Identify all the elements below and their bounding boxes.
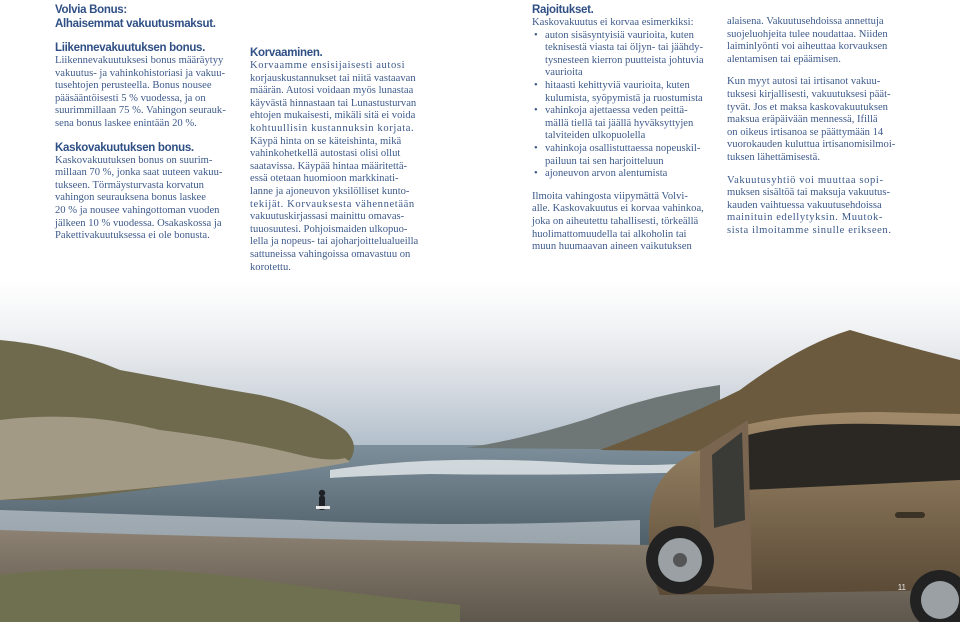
traffic-bonus-text: Liikennevakuutuksesi bonus määräytyy vakuutus- ja vahinkohistoriasi ja vakuu- tusehtojen perusteella. Bonus nousee pääsääntöisesti 5 % vuodessa, ja on suurimmillaan 75 %. Vahingon seurauk- sena bonus laskee enintään 20 %. [55, 55, 226, 129]
list-item: • auton sisäsyntyisiä vaurioita, kuten teknisestä viasta tai öljyn- tai jäähdy- tysnesteen kierron puutteista johtuvia vaurioita [532, 30, 722, 80]
protection-text: alaisena. Vakuutusehdoissa annettuja suojeluohjeita tulee noudattaa. Niiden laiminlyönti voi aiheuttaa korvauksen alentamisen tai epäämisen. [727, 16, 888, 65]
restrictions-intro: Kaskovakuutus ei korvaa esimerkiksi: [532, 17, 694, 28]
doc-title: Volvia Bonus: [55, 4, 127, 16]
restrictions-list [532, 30, 722, 181]
list-item: • ajoneuvon arvon alentumista [532, 168, 722, 181]
casco-bonus-text: Kaskovakuutuksen bonus on suurim- millaan 70 %, jonka saat uuteen vakuu- tukseen. Törmäysturvasta korvatun vahingon seurauksena bonus laskee 20 % ja nousee vahingottoman vuoden jälkeen 10 % vuodessa. Osakaskossa ja Pakettivakuutuksessa ei ole bonusta. [55, 154, 223, 242]
list-item: • vahinkoja ajettaessa veden peittä- mällä tiellä tai jäällä hyväksyttyjen talviteiden ulkopuolella [532, 105, 722, 143]
compensation-text: Korvaamme ensisijaisesti autosi korjauskustannukset tai niitä vastaavan määrän. Autosi voidaan myös lunastaa käyvästä hinnastaan tai Lunastusturvan ehtojen mukaisesti, mikäli sitä ei voida kohtuullisin kustannuksin korjata. Käypä hinta on se käteishinta, mikä vahinkohetkellä autostasi olisi ollut saatavissa. Käypää hintaa määritettä- essä otetaan huomioon markkinati- lanne ja ajoneuvon yksilölliset kunto- tekijät. Korvauksesta vähennetään vakuutuskirjassasi mainittu omavas- tuuosuutesi. Pohjoismaiden ulkopuo- lella ja nopeus- tai ajoharjoittelualueilla sattuneissa vahingoissa omavastuu on korotettu. [250, 60, 419, 273]
changes-text: Vakuutusyhtiö voi muuttaa sopi- muksen sisältöä tai maksuja vakuutus- kauden vaihtuessa vakuutusehdoissa mainituin edellytyksin. Muutok- sista ilmoitamme sinulle erikseen. [727, 174, 892, 236]
termination-text: Kun myyt autosi tai irtisanot vakuu- tuksesi kirjallisesti, vakuutuksesi päät- tyvät. Jos et maksa kaskovakuutuksen maksua eräpäivään mennessä, Ifillä on oikeus irtisanoa se päättymään 14 vuorokauden kuluttua irtisanomisilmoi- tuksen lähettämisestä. [727, 76, 896, 163]
section-heading-restrictions: Rajoitukset. [532, 4, 594, 16]
section-heading-casco-bonus: Kaskovakuutuksen bonus. [55, 141, 194, 154]
page-number: 11 [897, 583, 906, 592]
column-4 [727, 16, 917, 238]
section-heading-compensation: Korvaaminen. [250, 47, 323, 59]
doc-subtitle: Alhaisemmat vakuutusmaksut. [55, 18, 216, 30]
list-item: • vahinkoja osallistuttaessa nopeuskil- pailuun tai sen harjoitteluun [532, 143, 722, 168]
section-heading-traffic-bonus: Liikennevakuutuksen bonus. [55, 42, 206, 54]
column-1 [55, 3, 240, 243]
column-2 [250, 46, 440, 274]
notify-text: Ilmoita vahingosta viipymättä Volvi- alle. Kaskovakuutus ei korvaa vahinkoa, joka on aiheutettu tahallisesti, törkeällä huolimattomuudella tai alkoholin tai muun huumaavan aineen vaikutuksen [532, 190, 704, 253]
column-3 [532, 3, 722, 254]
list-item: • hitaasti kehittyviä vaurioita, kuten kulumista, syöpymistä ja ruostumista [532, 80, 722, 105]
